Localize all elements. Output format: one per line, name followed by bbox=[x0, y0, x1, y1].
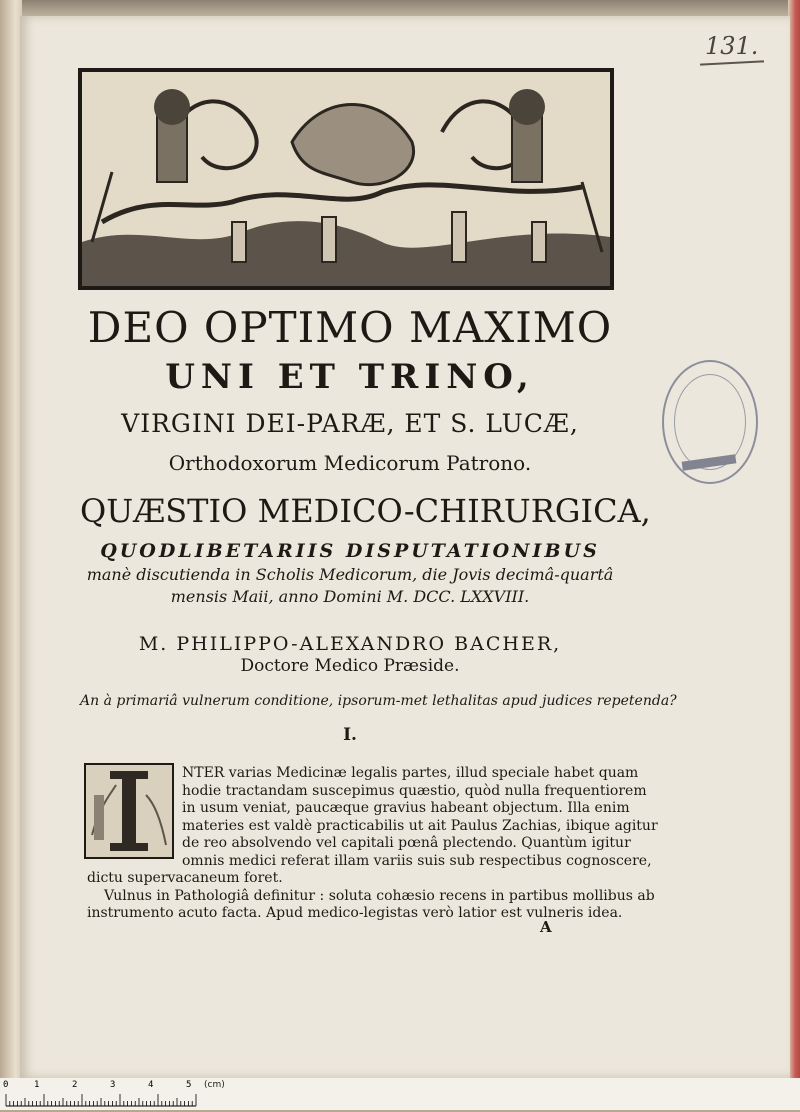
handwritten-page-number: 131. bbox=[705, 32, 759, 60]
body-text-line-1: NTER varias Medicinæ legalis partes, illud speciale habet quam bbox=[182, 765, 639, 781]
body-text-line-8: Vulnus in Pathologiâ definitur : soluta cohæsio recens in partibus mollibus ab bbox=[104, 888, 655, 904]
ruler-label-0: 0 bbox=[3, 1080, 9, 1090]
body-text-line-6: omnis medici referat illam variis suis sub respectibus cognoscere, bbox=[182, 853, 652, 869]
library-stamp bbox=[662, 360, 758, 484]
date-line-1: manè discutienda in Scholis Medicorum, die Jovis decimâ-quartâ bbox=[86, 565, 614, 584]
book-spine bbox=[0, 0, 22, 1080]
body-text-line-2: hodie tractandam suscepimus quæstio, quòd nulla frequentiorem bbox=[182, 783, 647, 799]
dedication-line-2: UNI ET TRINO, bbox=[165, 357, 535, 397]
ruler-label-2: 2 bbox=[72, 1080, 78, 1090]
president-title: Doctore Medico Præside. bbox=[240, 656, 460, 676]
ruler-label-4: 4 bbox=[148, 1080, 154, 1090]
ruler-label-3: 3 bbox=[110, 1080, 116, 1090]
section-number: I. bbox=[343, 725, 357, 745]
date-line-2: mensis Maii, anno Domini M. DCC. LXXVIII. bbox=[170, 587, 530, 606]
president-name: M. PHILIPPO-ALEXANDRO BACHER, bbox=[138, 633, 562, 655]
body-text-line-9: instrumento acuto facta. Apud medico-legistas verò latior est vulneris idea. bbox=[87, 905, 623, 921]
disputation-line: QUODLIBETARIIS DISPUTATIONIBUS bbox=[100, 540, 600, 562]
ruler-label-1: 1 bbox=[34, 1080, 40, 1090]
signature-mark: A bbox=[540, 918, 552, 936]
body-text-line-7: dictu supervacaneum foret. bbox=[87, 870, 283, 886]
body-text-line-4: materies est valdè practicabilis ut ait Paulus Zachias, ibique agitur bbox=[182, 818, 658, 834]
ornamental-woodcut-headpiece bbox=[78, 68, 614, 290]
ruler-label-5: 5 bbox=[186, 1080, 192, 1090]
dedication-line-1: DEO OPTIMO MAXIMO bbox=[87, 303, 613, 352]
body-text-line-3: in usum veniat, paucæque gravius habeant objectum. Illa enim bbox=[182, 800, 630, 816]
thesis-question: An à primariâ vulnerum conditione, ipsorum-met lethalitas apud judices repetenda? bbox=[80, 693, 677, 709]
body-text-line-5: de reo absolvendo vel capitali pœnâ plectendo. Quantùm igitur bbox=[182, 835, 631, 851]
dedication-line-4: Orthodoxorum Medicorum Patrono. bbox=[168, 451, 532, 475]
question-title: QUÆSTIO MEDICO-CHIRURGICA, bbox=[80, 492, 651, 530]
decorated-initial-i bbox=[84, 763, 174, 859]
dedication-line-3: VIRGINI DEI-PARÆ, ET S. LUCÆ, bbox=[121, 409, 579, 438]
ruler-unit: (cm) bbox=[204, 1080, 225, 1090]
scale-ruler bbox=[0, 1080, 230, 1108]
